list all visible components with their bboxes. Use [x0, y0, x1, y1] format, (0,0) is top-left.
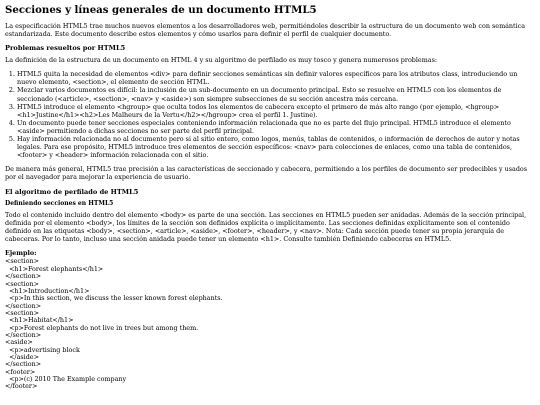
- example-label: Ejemplo:: [5, 249, 37, 258]
- problems-intro: La definición de la estructura de un documento en HTML 4 y su algoritmo de perfilado es muy tosco y genera numerosos problemas:: [5, 56, 438, 65]
- general-paragraph: De manera más general, HTML5 trae precisión a las características de seccionado y cabecera, permitiendo a los perfiles de documento ser predecibles y usados por el navegador para mejorar la experiencia de usuario.: [5, 165, 528, 182]
- defining-sections-heading: Definiendo secciones en HTML5: [5, 199, 114, 207]
- code-example: <section> <h1>Forest elephants</h1> </section> <section> <h1>Introduction</h1> <p>In this section, we discuss the lesser known forest elephants. </section> <section> <h1>Habitat</h1> <p>Forest elephants do not live in trees but among them. </section> <aside> <p>advertising block </aside> </section> <footer> <p>(c) 2010 The Example company </footer>: [5, 257, 223, 391]
- page-title: Secciones y líneas generales de un documento HTML5: [5, 4, 317, 16]
- list-item: 3. HTML5 introduce el elemento <hgroup> que oculta todos los elementos de cabecera excepto el primero de más alto rango (por ejemplo, <hgroup> <h1>Justine</h1><h2>Les Malheurs de la Vertu</h2></hgroup> crea el perfil 1. Justine).: [17, 103, 535, 119]
- problems-heading: Problemas resueltos por HTML5: [5, 44, 126, 53]
- intro-paragraph: La especificación HTML5 trae muchos nuevos elementos a los desarrolladores web, permitiéndoles describir la estructura de un documento web con semántica estandarizada. Este documento describe estos elementos y cómo usarlos para definir el perfil de cualquier documento.: [5, 22, 526, 39]
- list-item: 2. Mezclar varios documentos es difícil: la inclusión de un sub-documento en un documento principal. Esto se resuelve en HTML5 con los elementos de seccionado (<article>, <section>, <nav> y <aside>) son siempre subsecciones de su sección ancestra más cercana.: [17, 86, 535, 102]
- defining-sections-paragraph: Todo el contenido incluido dentro del elemento <body> es parte de una sección. Las secciones en HTML5 pueden ser anidadas. Además de la sección principal, definida por el elemento <body>, los límites de la sección son definidos explícita o implícitamente. Las secciones definidas explícitamente son el contenido definido en las etiquetas <body>, <section>, <article>, <aside>, <footer>, <header>, y <nav>. Nota: Cada sección puede tener su propia jerarquía de cabeceras. Por lo tanto, incluso una sección anidada puede tener un elemento <h1>. Consulte también Definiendo cabeceras en HTML5.: [5, 211, 527, 244]
- list-item: 5. Hay información relacionada no al documento pero si al sitio entero, como logos, menús, tablas de contenidos, o información de derechos de autor y notas legales. Para ese propósito, HTML5 introduce tres elementos de sección específicos: <nav> para colecciones de enlaces, como una tabla de contenidos, <footer> y <header> información relacionada con el sitio.: [17, 135, 535, 159]
- list-item: 4. Un documento puede tener secciones especiales conteniendo información relacionada que no es parte del flujo principal. HTML5 introduce el elemento <aside> permitiendo a dichas secciones no ser parte del perfil principal.: [17, 119, 535, 135]
- list-item: 1. HTML5 quita la necesidad de elementos <div> para definir secciones semánticas sin definir valores específicos para los atributos class, introduciendo un nuevo elemento, <section>, el elemento de sección HTML.: [17, 70, 535, 86]
- problems-list: [5, 70, 535, 159]
- algorithm-heading: El algoritmo de perfilado de HTML5: [5, 187, 139, 196]
